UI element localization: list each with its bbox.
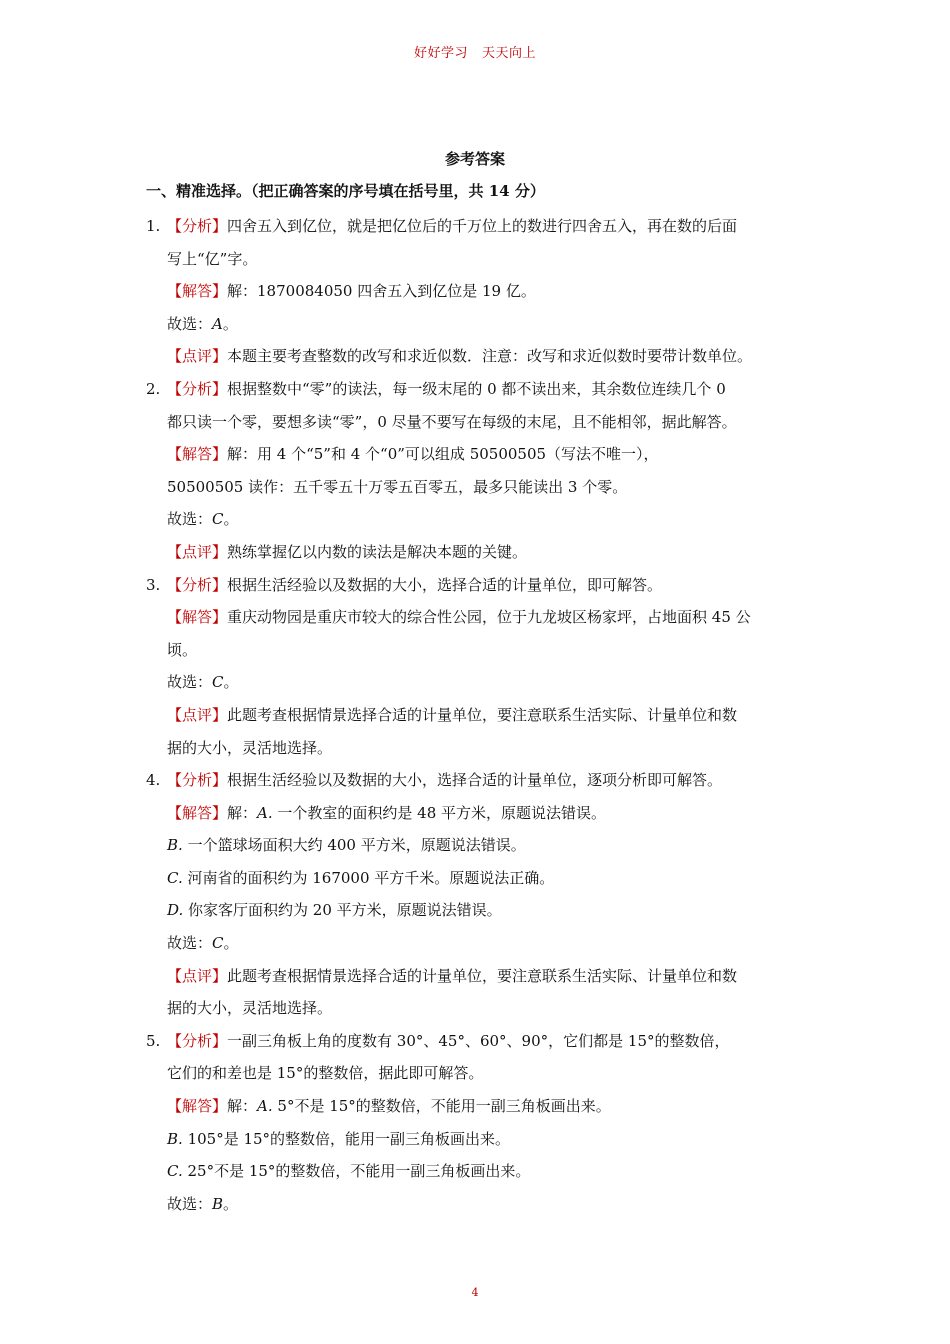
answer-tag: 【解答】 (167, 1097, 228, 1116)
q4-comment-line-1: 【点评】此题考查根据情景选择合适的计量单位，要注意联系生活实际、计量单位和数 (167, 966, 738, 985)
comment-tag: 【点评】 (167, 705, 228, 724)
q2-comment: 【点评】熟练掌握亿以内数的读法是解决本题的关键。 (167, 542, 528, 561)
analysis-tag: 【分析】 (167, 379, 228, 398)
comment-tag: 【点评】 (167, 966, 228, 985)
answer-content (146, 210, 811, 1220)
analysis-tag: 【分析】 (167, 1031, 228, 1050)
answer-tag: 【解答】 (167, 445, 228, 464)
answer-tag: 【解答】 (167, 608, 228, 627)
section-heading: 一、精准选择。（把正确答案的序号填在括号里，共 14 分） (146, 182, 545, 200)
q3-answer-line-1: 【解答】重庆动物园是重庆市较大的综合性公园，位于九龙坡区杨家坪，占地面积 45 公 (167, 608, 751, 627)
q2-answer-line-2: 50500505 读作：五千零五十万零五百零五，最多只能读出 3 个零。 (167, 477, 628, 496)
page-header (0, 42, 950, 61)
q3-comment-line-2: 据的大小，灵活地选择。 (167, 738, 333, 757)
analysis-tag: 【分析】 (167, 217, 228, 235)
q1-comment: 【点评】本题主要考查整数的改写和求近似数．注意：改写和求近似数时要带计数单位。 (167, 347, 753, 366)
q5-analysis-line-2: 它们的和差也是 15°的整数倍，据此即可解答。 (167, 1064, 484, 1083)
page-title: 参考答案 (444, 150, 505, 168)
q1-answer: 【解答】解：1870084050 四舍五入到亿位是 19 亿。 (167, 282, 536, 301)
page-number: 4 (471, 1286, 479, 1299)
q4-comment-line-2: 据的大小，灵活地选择。 (167, 999, 333, 1018)
q3-analysis: 3. 【分析】根据生活经验以及数据的大小，选择合适的计量单位，即可解答。 (146, 575, 663, 594)
q5-option-b: B. 105°是 15°的整数倍，能用一副三角板画出来。 (167, 1129, 511, 1148)
q3-answer-line-2: 顷。 (167, 640, 198, 659)
q1-analysis-line-1: 1. 【分析】四舍五入到亿位，就是把亿位后的千万位上的数进行四舍五入，再在数的后面 (146, 217, 738, 235)
analysis-tag: 【分析】 (167, 575, 228, 594)
q1-analysis-line-2: 写上“亿”字。 (167, 249, 258, 268)
q4-choice: 故选：C。 (167, 934, 239, 953)
q5-analysis-line-1: 5. 【分析】一副三角板上角的度数有 30°、45°、60°、90°，它们都是 15°的整数倍， (146, 1031, 730, 1050)
q4-option-d: D. 你家客厅面积约为 20 平方米，原题说法错误。 (167, 901, 502, 920)
q4-option-b: B. 一个篮球场面积大约 400 平方米，原题说法错误。 (167, 836, 526, 855)
q5-choice: 故选：B。 (167, 1194, 239, 1213)
q1-choice: 故选：A。 (167, 314, 238, 333)
comment-tag: 【点评】 (167, 347, 228, 366)
q4-option-c: C. 河南省的面积约为 167000 平方千米。原题说法正确。 (167, 868, 555, 887)
analysis-tag: 【分析】 (167, 771, 228, 790)
q3-choice: 故选：C。 (167, 673, 239, 692)
q4-analysis: 4. 【分析】根据生活经验以及数据的大小，选择合适的计量单位，逐项分析即可解答。 (146, 771, 723, 790)
q5-answer-option-a: 【解答】解：A. 5°不是 15°的整数倍，不能用一副三角板画出来。 (167, 1097, 611, 1116)
answer-tag: 【解答】 (167, 803, 228, 822)
q2-answer-line-1: 【解答】解：用 4 个“5”和 4 个“0”可以组成 50500505（写法不唯一）， (167, 445, 659, 464)
header-left: 好好学习 (413, 46, 468, 61)
q5-option-c: C. 25°不是 15°的整数倍，不能用一副三角板画出来。 (167, 1162, 531, 1181)
q2-choice: 故选：C。 (167, 510, 239, 529)
q2-analysis-line-2: 都只读一个零，要想多读“零”，0 尽量不要写在每级的末尾，且不能相邻，据此解答。 (167, 412, 737, 431)
answer-tag: 【解答】 (167, 282, 228, 301)
q2-analysis-line-1: 2. 【分析】根据整数中“零”的读法，每一级末尾的 0 都不读出来，其余数位连续几个 0 (146, 379, 726, 398)
comment-tag: 【点评】 (167, 542, 228, 561)
q3-comment-line-1: 【点评】此题考查根据情景选择合适的计量单位，要注意联系生活实际、计量单位和数 (167, 705, 738, 724)
header-right: 天天向上 (482, 46, 537, 61)
q4-answer-option-a: 【解答】解：A. 一个教室的面积约是 48 平方米，原题说法错误。 (167, 803, 607, 822)
